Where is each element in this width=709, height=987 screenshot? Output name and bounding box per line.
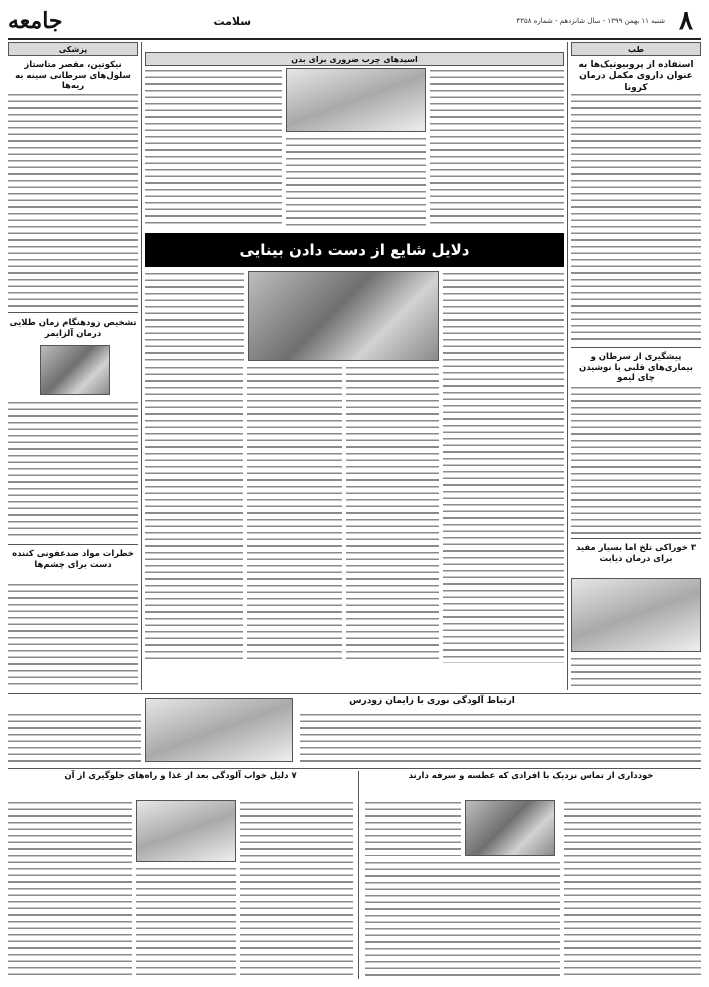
left-article2-title: تشخیص زودهنگام زمان طلایی درمان آلزایمر [9, 318, 137, 339]
sleepiness-article-title: ۷ دلیل خواب آلودگی بعد از غذا و راه‌های جلوگیری از آن [64, 771, 297, 781]
left-article2-body [8, 400, 138, 540]
main-feature-col4 [145, 365, 243, 663]
right-article1-body [571, 92, 701, 344]
right-article2-body [571, 385, 701, 535]
sneeze-article-title: خودداری از تماس نزدیک با افرادی که عطسه و سرفه دارند [408, 771, 654, 781]
divider [571, 347, 701, 348]
column-rule [567, 42, 568, 690]
light-pollution-body [300, 712, 701, 764]
column-rule [358, 771, 359, 979]
sneeze-body-right [564, 800, 701, 978]
sneeze-body-top [365, 800, 461, 856]
right-article2-title: پیشگیری از سرطان و بیماری‌های قلبی با نوشیدن چای لیمو [579, 352, 693, 384]
main-feature-title: دلایل شایع از دست دادن بینایی [145, 233, 564, 267]
newborn-photo [145, 698, 293, 762]
sneeze-body-mid [365, 860, 560, 978]
sleeping-woman-photo [136, 800, 236, 862]
left-article1-body [8, 92, 138, 308]
divider [8, 312, 138, 313]
sleepiness-body-right [240, 800, 353, 978]
bitter-gourd-photo [571, 578, 701, 652]
issue-info: شنبه ۱۱ بهمن ۱۳۹۹ - سال شانزدهم - شماره ۴۳۵۸ [516, 17, 665, 25]
sleepiness-body-left [8, 800, 132, 978]
fatty-acids-body-mid [286, 136, 426, 226]
fatty-acids-body-right [430, 68, 564, 226]
eye-exam-photo [248, 271, 439, 361]
fatty-acids-body-left [145, 68, 282, 226]
left-article3-title: خطرات مواد ضدعفونی کننده دست برای چشم‌ها [12, 549, 134, 570]
divider [571, 538, 701, 539]
masthead [8, 4, 701, 40]
section-title: سلامت [213, 14, 252, 28]
elderly-man-photo [40, 345, 110, 395]
divider [8, 544, 138, 545]
section-divider [8, 693, 701, 694]
fatty-acids-title-bar [145, 52, 564, 66]
sleepiness-body-mid [136, 866, 236, 978]
right-article1-title: استفاده از پروبیوتیک‌ها به عنوان داروی مکمل درمان کرونا [578, 60, 694, 93]
sneezing-man-photo [465, 800, 555, 856]
section-tab-right [571, 42, 701, 56]
left-article1-title: نیکوتین، مقصر متاستاز سلول‌های سرطانی سینه به ریه‌ها [15, 60, 131, 92]
main-feature-col3 [247, 365, 342, 663]
main-feature-col1 [443, 271, 564, 663]
main-feature-col2 [346, 365, 439, 663]
page-number: ۸ [679, 6, 693, 36]
left-article3-body [8, 582, 138, 688]
fatty-foods-photo [286, 68, 426, 132]
fatty-acids-title: اسیدهای چرب ضروری برای بدن [291, 55, 418, 64]
light-pollution-body-left [8, 712, 141, 764]
section-tab-right-label: طب [627, 45, 644, 54]
section-tab-left-label: پزشکی [58, 45, 88, 54]
main-feature-col-left-top [145, 271, 244, 361]
section-divider [8, 768, 701, 769]
light-pollution-title: ارتباط آلودگی نوری با زایمان زودرس [349, 696, 515, 706]
section-tab-left [8, 42, 138, 56]
right-article3-title: ۳ خوراکی تلخ اما بسیار مفید برای درمان دیابت [575, 543, 697, 564]
column-rule [141, 42, 142, 690]
right-article3-body [571, 656, 701, 688]
newspaper-logo: جامعه [8, 8, 63, 34]
